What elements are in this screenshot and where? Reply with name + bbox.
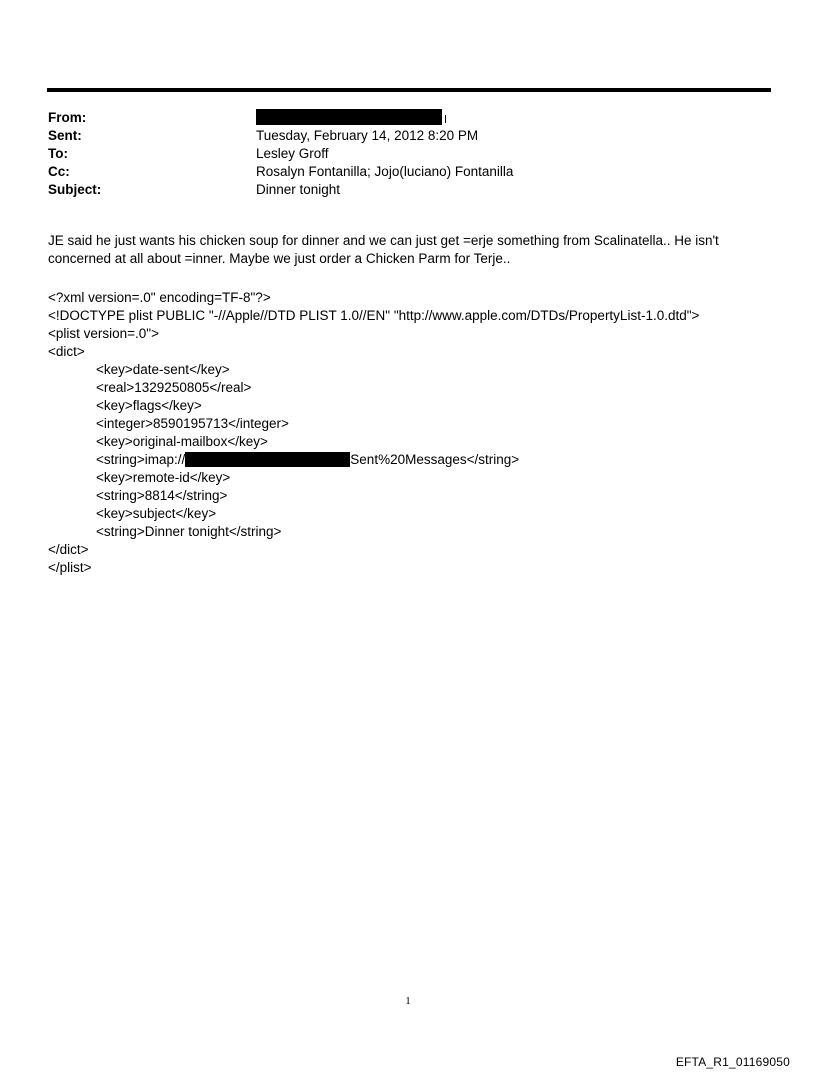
body-line: concerned at all about =inner. Maybe we just order a Chicken Parm for Terje.. <box>48 251 511 266</box>
mailbox-suffix: Sent%20Messages</string> <box>350 452 520 467</box>
email-header <box>48 109 768 199</box>
subject-row <box>48 181 768 199</box>
plist-line: </plist> <box>48 560 92 575</box>
subject-value: Dinner tonight <box>256 182 341 197</box>
mailbox-prefix: <string>imap:// <box>96 452 186 467</box>
cc-row <box>48 163 768 181</box>
plist-line: <key>subject</key> <box>96 506 217 521</box>
redaction-box <box>256 109 442 125</box>
plist-line: <string>Dinner tonight</string> <box>96 524 282 539</box>
plist-line: </dict> <box>48 542 89 557</box>
plist-line: <?xml version=.0" encoding=TF-8"?> <box>48 290 271 305</box>
to-value: Lesley Groff <box>256 146 329 161</box>
plist-line: <string>8814</string> <box>96 488 228 503</box>
page-number: 1 <box>405 995 411 1007</box>
plist-line: <integer>8590195713</integer> <box>96 416 289 431</box>
to-label: To: <box>48 146 68 161</box>
email-body <box>48 232 748 268</box>
to-row <box>48 145 768 163</box>
cc-label: Cc: <box>48 164 70 179</box>
cc-value: Rosalyn Fontanilla; Jojo(luciano) Fontanilla <box>256 164 514 179</box>
from-label: From: <box>48 110 87 125</box>
from-row <box>48 109 768 127</box>
bates-number: EFTA_R1_01169050 <box>675 1055 790 1069</box>
subject-label: Subject: <box>48 182 102 197</box>
header-rule <box>47 88 771 92</box>
plist-line-mailbox <box>48 451 768 469</box>
plist-line: <real>1329250805</real> <box>96 380 252 395</box>
sent-label: Sent: <box>48 128 82 143</box>
sent-value: Tuesday, February 14, 2012 8:20 PM <box>256 128 479 143</box>
plist-line: <!DOCTYPE plist PUBLIC "-//Apple//DTD PLIST 1.0//EN" "http://www.apple.com/DTDs/PropertyList-1.0.dtd"> <box>48 308 700 323</box>
plist-line: <key>flags</key> <box>96 398 202 413</box>
plist-line: <key>remote-id</key> <box>96 470 231 485</box>
plist-line: <key>original-mailbox</key> <box>96 434 268 449</box>
body-line: JE said he just wants his chicken soup for dinner and we can just get =erje something from Scalinatella.. He isn't <box>48 233 719 248</box>
plist-line: <key>date-sent</key> <box>96 362 230 377</box>
sent-row <box>48 127 768 145</box>
plist-line: <dict> <box>48 344 85 359</box>
plist-block <box>48 289 768 577</box>
redaction-box <box>185 452 350 467</box>
redaction-mark <box>442 115 446 123</box>
plist-line: <plist version=.0"> <box>48 326 159 341</box>
